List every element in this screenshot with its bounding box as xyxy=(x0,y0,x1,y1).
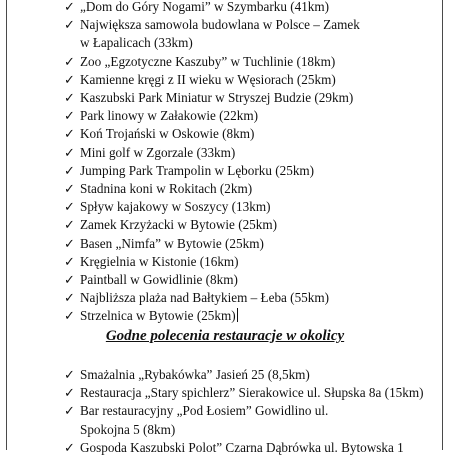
list-item-text: Gospoda Kaszubski Polot” Czarna Dąbrówka ul. Bytowska 1 xyxy=(80,439,404,455)
checkmark-icon: ✓ xyxy=(64,126,75,142)
list-item-text: Zoo „Egzotyczne Kaszuby” w Tuchlinie (18km) xyxy=(80,53,336,69)
list-item-text: Restauracja „Stary spichlerz” Sierakowice ul. Słupska 8a (15km) xyxy=(80,385,424,401)
checkmark-icon: ✓ xyxy=(64,162,75,178)
attractions-list xyxy=(64,0,364,326)
list-item xyxy=(64,402,364,438)
list-item xyxy=(64,107,364,125)
checkmark-icon: ✓ xyxy=(64,53,75,69)
list-item-text: Kamienne kręgi z II wieku w Węsiorach (25km) xyxy=(80,71,336,87)
list-item-text: Mini golf w Zgorzale (33km) xyxy=(80,144,236,160)
checkmark-icon: ✓ xyxy=(64,108,75,124)
list-item-text: Strzelnica w Bytowie (25km) xyxy=(80,308,236,324)
checkmark-icon: ✓ xyxy=(64,290,75,306)
list-item-text: Basen „Nimfa” w Bytowie (25km) xyxy=(80,235,264,251)
list-item-text: Zamek Krzyżacki w Bytowie (25km) xyxy=(80,217,278,233)
text-cursor xyxy=(237,308,238,322)
checkmark-icon: ✓ xyxy=(64,253,75,269)
list-item-text: Spływ kajakowy w Soszycy (13km) xyxy=(80,199,271,215)
list-item xyxy=(64,0,364,16)
checkmark-icon: ✓ xyxy=(64,181,75,197)
checkmark-icon: ✓ xyxy=(64,367,75,382)
list-item-text: „Dom do Góry Nogami” w Szymbarku (41km) xyxy=(80,0,330,14)
checkmark-icon: ✓ xyxy=(64,439,75,455)
checkmark-icon: ✓ xyxy=(64,0,75,14)
list-item xyxy=(64,289,364,307)
restaurants-list xyxy=(64,366,424,457)
list-item xyxy=(64,198,364,216)
list-item-text: Koń Trojański w Oskowie (8km) xyxy=(80,126,255,142)
page-border-left xyxy=(6,0,7,450)
list-item xyxy=(64,53,364,71)
checkmark-icon: ✓ xyxy=(64,403,75,419)
list-item-text: Park linowy w Załakowie (22km) xyxy=(80,108,258,124)
page-border-right xyxy=(442,0,443,450)
list-item xyxy=(64,89,364,107)
checkmark-icon: ✓ xyxy=(64,385,75,401)
checkmark-icon: ✓ xyxy=(64,71,75,87)
list-item-text: Jumping Park Trampolin w Lęborku (25km) xyxy=(80,162,315,178)
list-item-text: Bar restauracyjny „Pod Łosiem” Gowidlino ul. Spokojna 5 (8km) xyxy=(80,403,329,437)
checkmark-icon: ✓ xyxy=(64,90,75,106)
checkmark-icon: ✓ xyxy=(64,217,75,233)
checkmark-icon: ✓ xyxy=(64,17,75,33)
checkmark-icon: ✓ xyxy=(64,199,75,215)
list-item xyxy=(64,71,364,89)
section-title: Godne polecenia restauracje w okolicy xyxy=(105,328,345,344)
list-item-text: Najbliższa plaża nad Bałtykiem – Łeba (55km) xyxy=(80,290,330,306)
list-item xyxy=(64,307,364,325)
checkmark-icon: ✓ xyxy=(64,308,75,324)
checkmark-icon: ✓ xyxy=(64,144,75,160)
list-item xyxy=(64,384,424,402)
checkmark-icon: ✓ xyxy=(64,272,75,288)
list-item-text: Stadnina koni w Rokitach (2km) xyxy=(80,181,253,197)
list-item-text: Paintball w Gowidlinie (8km) xyxy=(80,272,238,288)
list-item xyxy=(64,366,364,384)
list-item-text: Kręgielnia w Kistonie (16km) xyxy=(80,253,239,269)
list-item xyxy=(64,235,364,253)
list-item-text: Kaszubski Park Miniatur w Stryszej Budzie (29km) xyxy=(80,90,354,106)
list-item xyxy=(64,439,404,457)
list-item xyxy=(64,180,364,198)
list-item xyxy=(64,271,364,289)
list-item xyxy=(64,16,364,52)
list-item-text: Największa samowola budowlana w Polsce – Zamek w Łapalicach (33km) xyxy=(80,17,360,51)
checkmark-icon: ✓ xyxy=(64,235,75,251)
list-item xyxy=(64,125,364,143)
list-item-text: Smażalnia „Rybakówka” Jasień 25 (8,5km) xyxy=(80,367,310,382)
list-item xyxy=(64,144,364,162)
list-item xyxy=(64,216,364,234)
list-item xyxy=(64,253,364,271)
list-item xyxy=(64,162,364,180)
